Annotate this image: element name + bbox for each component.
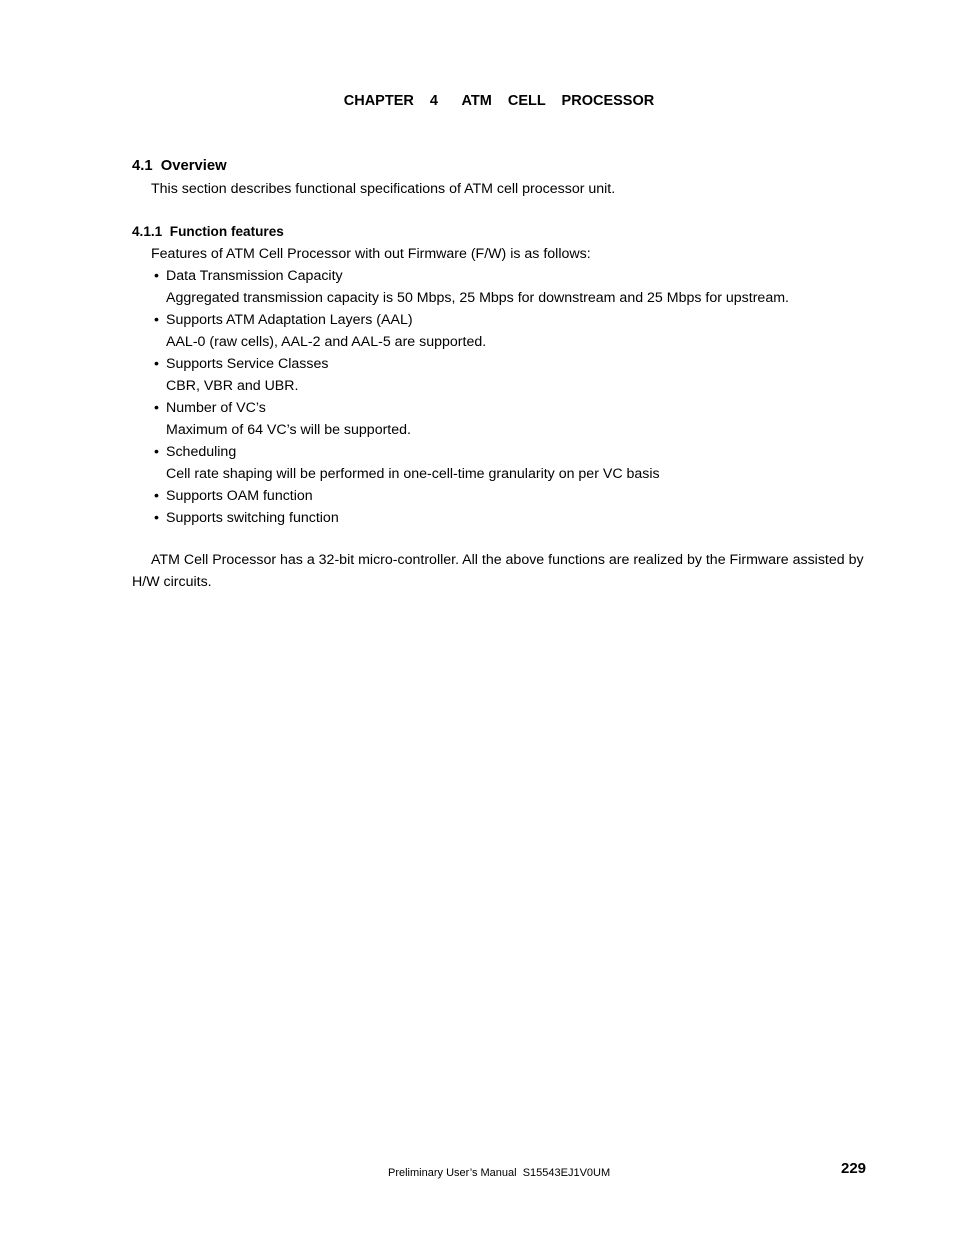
feature-title-text: Scheduling	[166, 444, 237, 460]
section-intro: This section describes functional specifications of ATM cell processor unit.	[151, 181, 616, 197]
feature-title-text: Supports ATM Adaptation Layers (AAL)	[166, 312, 413, 328]
page-number: 229	[841, 1160, 867, 1177]
feature-title	[154, 507, 789, 529]
feature-title-text: Data Transmission Capacity	[166, 268, 343, 284]
feature-title	[154, 397, 789, 419]
feature-description: CBR, VBR and UBR.	[166, 378, 299, 394]
list-item	[154, 507, 789, 529]
feature-list	[154, 265, 789, 529]
feature-title	[154, 485, 789, 507]
section-heading: 4.1 Overview	[132, 158, 227, 174]
footer-manual-id: Preliminary User’s Manual S15543EJ1V0UM	[388, 1167, 611, 1179]
bullet: •	[154, 268, 159, 284]
bullet: •	[154, 488, 159, 504]
feature-title-text: Supports OAM function	[166, 488, 313, 504]
chapter-title: CHAPTER 4 ATM CELL PROCESSOR	[343, 93, 655, 109]
feature-title	[154, 309, 789, 331]
feature-description: AAL-0 (raw cells), AAL-2 and AAL-5 are supported.	[166, 334, 487, 350]
list-item	[154, 441, 789, 485]
bullet: •	[154, 510, 159, 526]
closing-paragraph: ATM Cell Processor has a 32-bit micro-controller. All the above functions are realized by the Firmware assisted by H/W circuits.	[132, 552, 864, 590]
feature-title	[154, 265, 789, 287]
bullet: •	[154, 400, 159, 416]
feature-title-text: Supports Service Classes	[166, 356, 329, 372]
feature-description: Aggregated transmission capacity is 50 Mbps, 25 Mbps for downstream and 25 Mbps for upstream.	[166, 290, 789, 306]
features-intro: Features of ATM Cell Processor with out Firmware (F/W) is as follows:	[151, 246, 591, 262]
bullet: •	[154, 444, 159, 460]
list-item	[154, 353, 789, 397]
feature-title-text: Supports switching function	[166, 510, 339, 526]
bullet: •	[154, 356, 159, 372]
list-item	[154, 309, 789, 353]
feature-description: Cell rate shaping will be performed in one-cell-time granularity on per VC basis	[166, 466, 660, 482]
subsection-heading: 4.1.1 Function features	[132, 224, 284, 239]
feature-description: Maximum of 64 VC’s will be supported.	[166, 422, 411, 438]
list-item	[154, 485, 789, 507]
list-item	[154, 265, 789, 309]
feature-title-text: Number of VC’s	[166, 400, 266, 416]
feature-title	[154, 353, 789, 375]
feature-title	[154, 441, 789, 463]
list-item	[154, 397, 789, 441]
bullet: •	[154, 312, 159, 328]
